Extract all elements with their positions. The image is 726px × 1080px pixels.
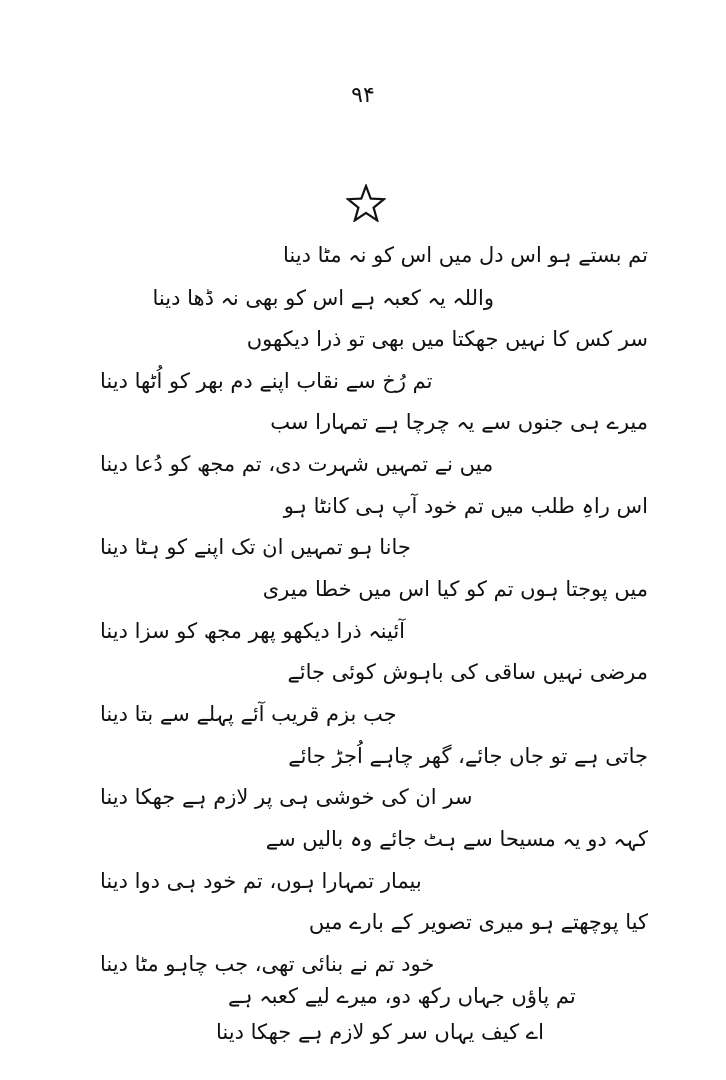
verse-line-13: جاتی ہے تو جاں جائے، گھر چاہے اُجڑ جائے: [288, 744, 648, 768]
verse-line-18: خود تم نے بنائی تھی، جب چاہو مٹا دینا: [100, 952, 435, 976]
verse-line-15: کہہ دو یہ مسیحا سے ہٹ جائے وہ بالیں سے: [265, 827, 648, 851]
verse-line-17: کیا پوچھتے ہو میری تصویر کے بارے میں: [308, 910, 648, 934]
verse-line-8: جانا ہو تمہیں ان تک اپنے کو ہٹا دینا: [100, 535, 411, 559]
verse-line-9: میں پوجتا ہوں تم کو کیا اس میں خطا میری: [262, 577, 648, 601]
page-number: ۹۴: [351, 83, 375, 108]
verse-line-20: اے کیف یہاں سر کو لازم ہے جھکا دینا: [216, 1020, 544, 1044]
verse-line-14: سر ان کی خوشی ہی پر لازم ہے جھکا دینا: [100, 785, 473, 809]
verse-line-10: آئینہ ذرا دیکھو پھر مجھ کو سزا دینا: [100, 619, 406, 643]
verse-line-3: سر کس کا نہیں جھکتا میں بھی تو ذرا دیکھوں: [246, 327, 648, 351]
verse-line-7: اس راہِ طلب میں تم خود آپ ہی کانٹا ہو: [283, 494, 648, 518]
verse-line-12: جب بزم قریب آئے پہلے سے بتا دینا: [100, 702, 397, 726]
verse-line-6: میں نے تمہیں شہرت دی، تم مجھ کو دُعا دینا: [100, 452, 494, 476]
verse-line-4: تم رُخ سے نقاب اپنے دم بھر کو اُٹھا دینا: [100, 369, 433, 393]
star-icon: [346, 184, 386, 222]
verse-line-2: واللہ یہ کعبہ ہے اس کو بھی نہ ڈھا دینا: [152, 286, 494, 310]
verse-line-1: تم بستے ہو اس دل میں اس کو نہ مٹا دینا: [283, 243, 648, 267]
verse-line-19: تم پاؤں جہاں رکھ دو، میرے لیے کعبہ ہے: [228, 984, 576, 1008]
verse-line-5: میرے ہی جنوں سے یہ چرچا ہے تمہارا سب: [270, 410, 648, 434]
verse-line-16: بیمار تمہارا ہوں، تم خود ہی دوا دینا: [100, 869, 422, 893]
verse-line-11: مرضی نہیں ساقی کی باہوش کوئی جائے: [287, 660, 648, 684]
